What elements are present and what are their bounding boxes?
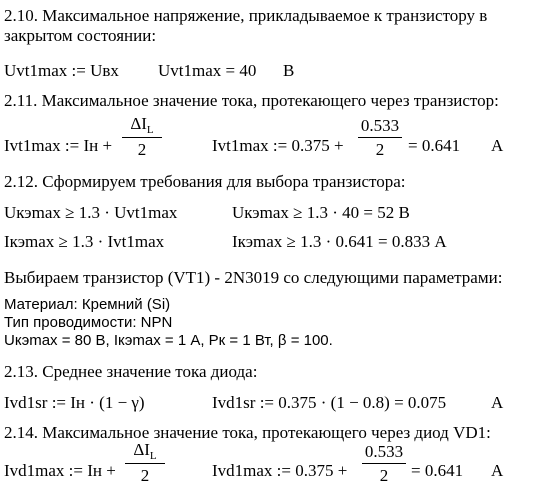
ivd1max-unit: А [491, 461, 504, 480]
transistor-choice: Выбираем транзистор (VT1) - 2N3019 со следующими параметрами: [4, 268, 503, 287]
section-2-10-heading-line2: закрытом состоянии: [4, 26, 157, 45]
fraction-numerator: 0.533 [360, 116, 400, 135]
fraction-bar [358, 137, 402, 138]
fraction-numerator: ΔI [130, 114, 147, 133]
section-2-13-heading: 2.13. Среднее значение тока диода: [4, 362, 258, 381]
fraction-denominator: 2 [375, 140, 385, 159]
material-line: Материал: Кремний (Si) [4, 296, 171, 313]
section-2-12-heading: 2.12. Сформируем требования для выбора транзистора: [4, 172, 406, 191]
transistor-parameters-line: Uкэmax = 80 В, Iкэmax = 1 А, Рк = 1 Вт, β = 100. [4, 332, 333, 349]
ivd1sr-definition: Ivd1sr := Iн · (1 − γ) [4, 393, 145, 412]
fraction-numerator: 0.533 [364, 442, 404, 461]
uvt1max-definition: Uvt1max := Uвх [4, 61, 119, 80]
ivt1max-evaluation-lhs: Ivt1max := 0.375 + [212, 136, 344, 155]
fraction-bar [362, 463, 406, 464]
ivd1sr-result: Ivd1sr := 0.375 · (1 − 0.8) = 0.075 [212, 393, 447, 412]
uvt1max-result: Uvt1max = 40 [158, 61, 257, 80]
section-2-11-heading: 2.11. Максимальное значение тока, протекающего через транзистор: [4, 91, 499, 110]
section-2-10-heading-line1: 2.10. Максимальное напряжение, прикладываемое к транзистору в [4, 6, 488, 25]
ivt1max-definition-lhs: Ivt1max := Iн + [4, 136, 113, 155]
section-2-14-heading: 2.14. Максимальное значение тока, протекающего через диод VD1: [4, 423, 491, 442]
uke-max-requirement: Uкэmax ≥ 1.3 · Uvt1max [4, 203, 178, 222]
ivd1max-definition-lhs: Ivd1max := Iн + [4, 461, 116, 480]
ivd1max-evaluation-lhs: Ivd1max := 0.375 + [212, 461, 348, 480]
fraction-numerator: ΔI [133, 440, 150, 459]
fraction-numerator-subscript: L [149, 450, 157, 462]
ivt1max-result: = 0.641 [408, 136, 461, 155]
value-fraction [362, 442, 406, 486]
fraction-bar [125, 463, 165, 464]
ivd1sr-unit: А [491, 393, 504, 412]
ike-max-requirement-value: Iкэmax ≥ 1.3 · 0.641 = 0.833 А [232, 232, 447, 251]
fraction-numerator-subscript: L [146, 124, 154, 136]
fraction-bar [122, 137, 162, 138]
uvt1max-unit: В [283, 61, 295, 80]
fraction-denominator: 2 [379, 466, 389, 485]
delta-il-fraction [122, 114, 162, 160]
delta-il-fraction [125, 440, 165, 486]
conductivity-type-line: Тип проводимости: NPN [4, 314, 173, 331]
uke-max-requirement-value: Uкэmax ≥ 1.3 · 40 = 52 В [232, 203, 410, 222]
ike-max-requirement: Iкэmax ≥ 1.3 · Ivt1max [4, 232, 165, 251]
fraction-denominator: 2 [140, 466, 150, 485]
value-fraction [358, 116, 402, 160]
ivd1max-result: = 0.641 [411, 461, 464, 480]
fraction-denominator: 2 [137, 140, 147, 159]
ivt1max-unit: А [491, 136, 504, 155]
